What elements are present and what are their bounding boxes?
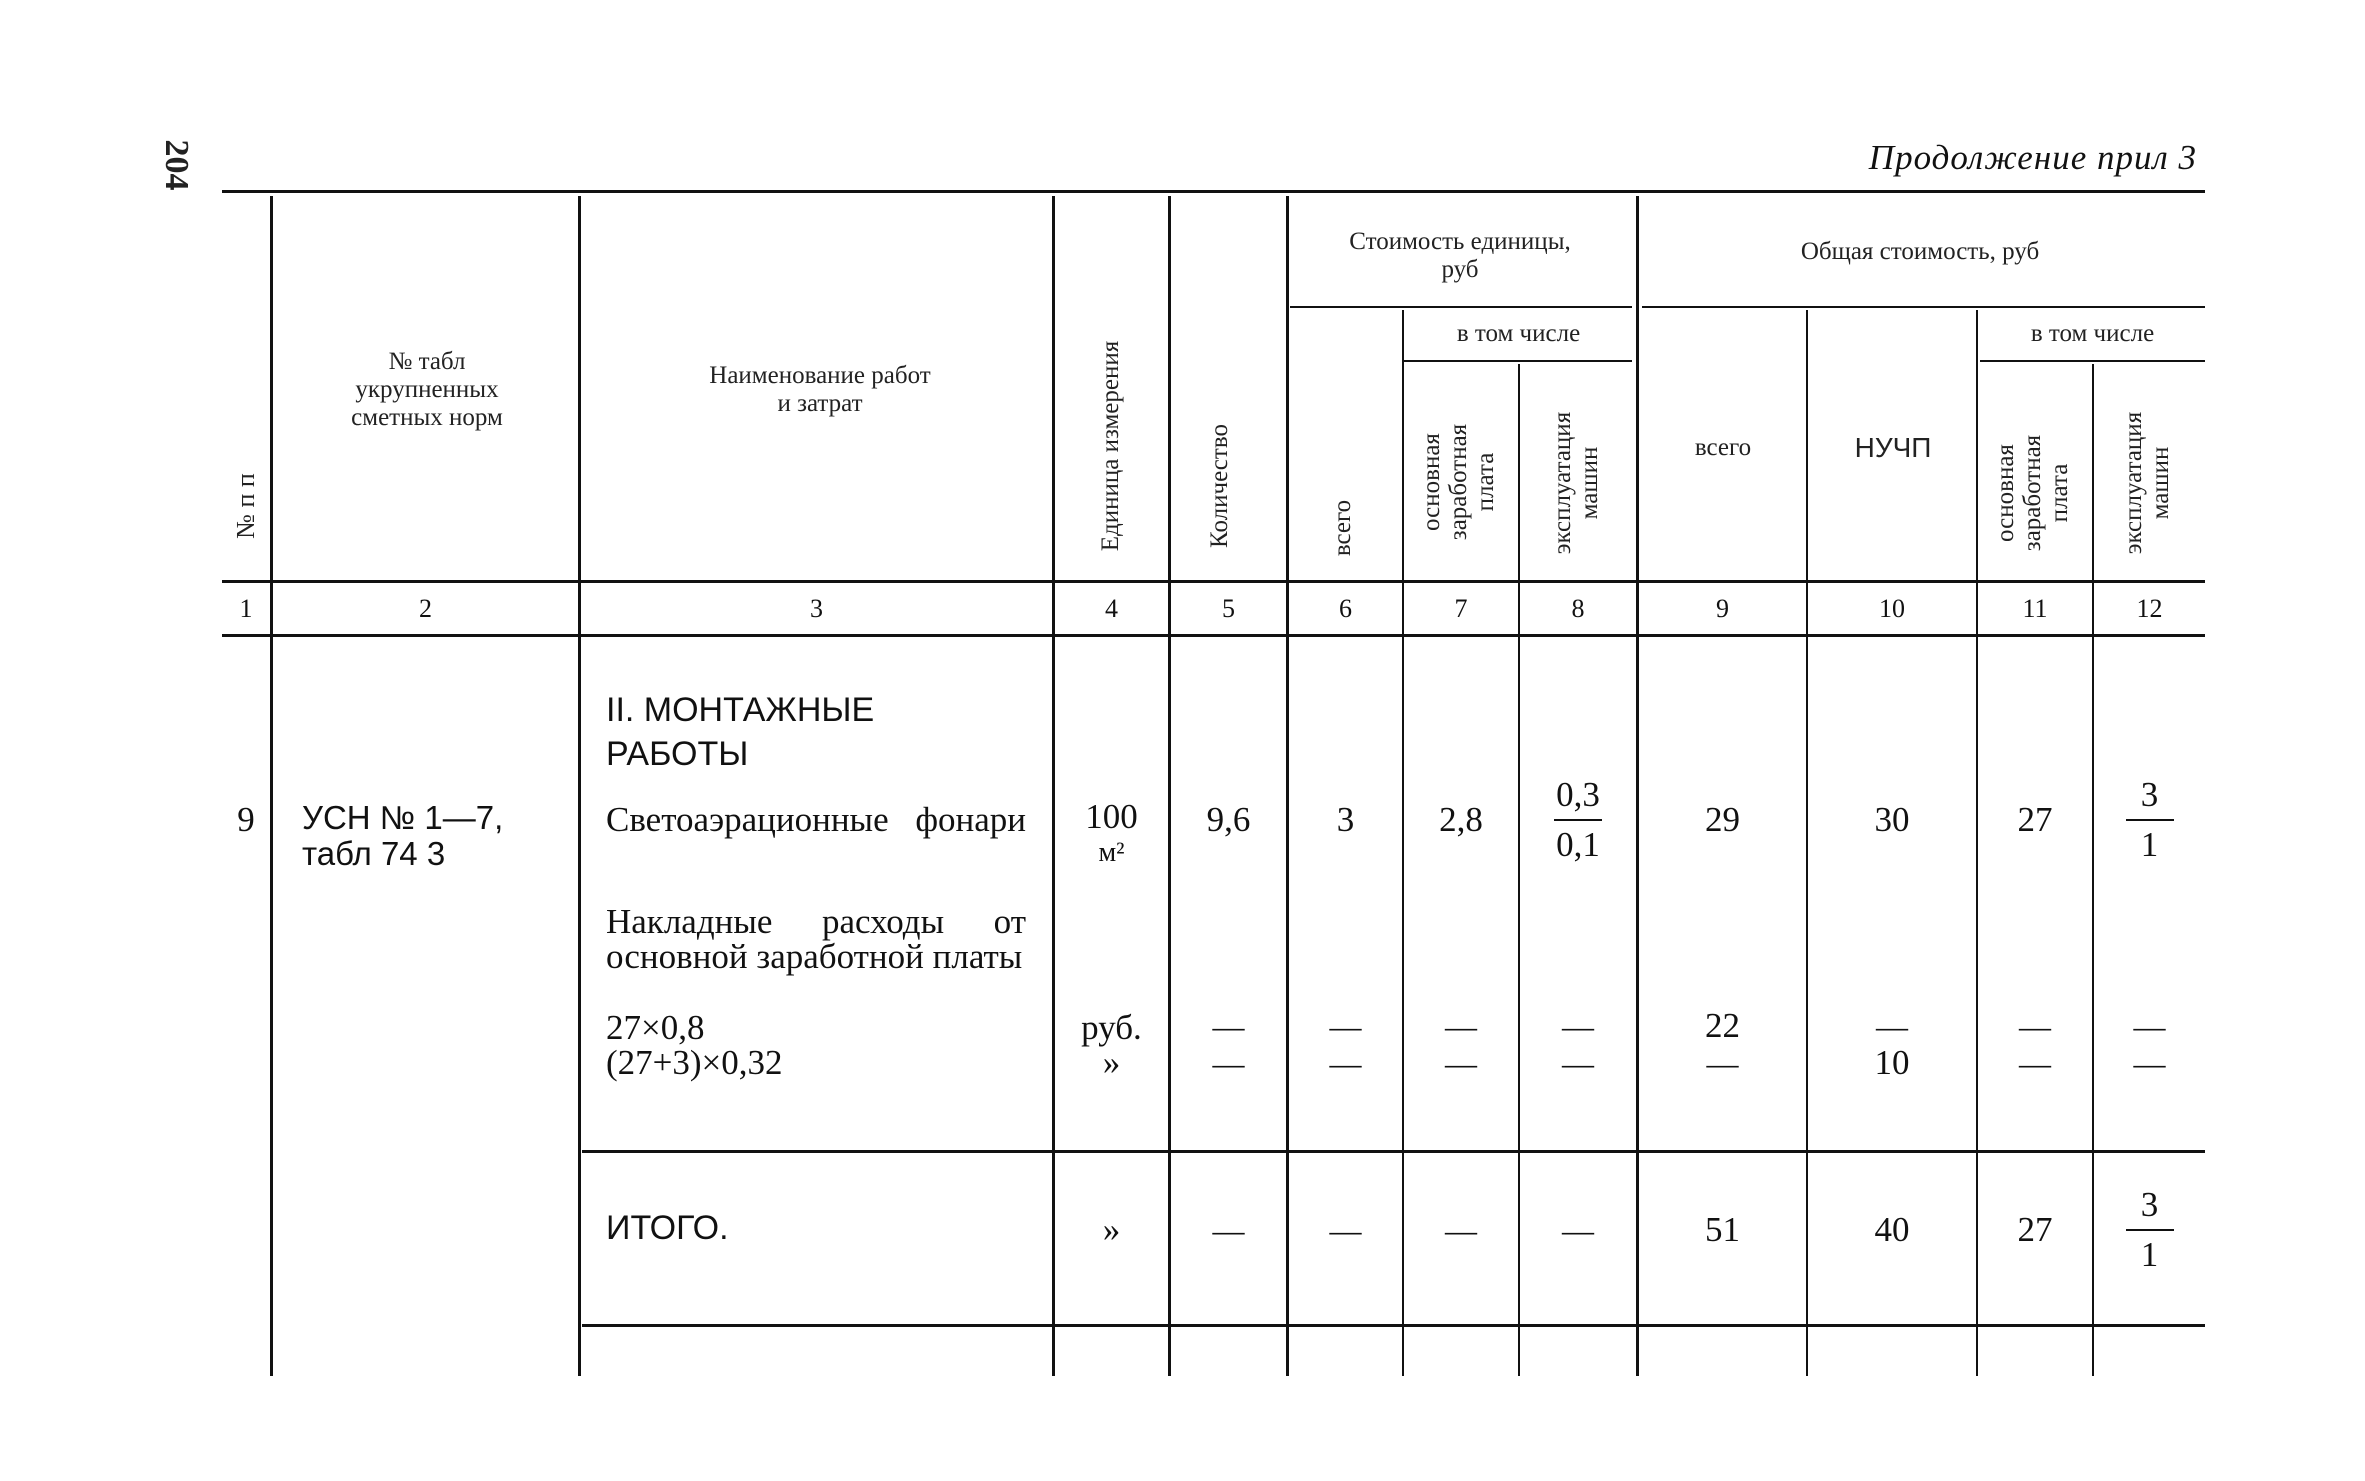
total-c11: 27 <box>2017 1210 2053 1249</box>
incl-rule-1 <box>1402 360 1632 362</box>
header-c6: всего <box>1329 499 1356 557</box>
total-c12 <box>2094 1180 2205 1280</box>
row9-c7: 2,8 <box>1439 800 1483 839</box>
row9-c6: 3 <box>1336 800 1355 839</box>
total-dash: — <box>1329 1212 1362 1248</box>
row9-c12-top: 3 <box>2140 775 2159 814</box>
overhead-dash: — <box>1876 1007 1908 1044</box>
continuation-note: Продолжение прил 3 <box>1868 138 2197 177</box>
overhead-dash: — <box>1562 1007 1594 1044</box>
colnum-bottom-rule <box>222 634 2205 637</box>
colnum-12: 12 <box>2136 594 2163 623</box>
overhead-formula-2: (27+3)×0,32 <box>606 1043 783 1082</box>
col-sep-8 <box>1636 196 1639 1376</box>
row9-c10: 30 <box>1874 800 1910 839</box>
header-c9: всего <box>1694 434 1752 461</box>
overhead-dash: — <box>2019 1007 2051 1044</box>
header-incl-1: в том числе <box>1456 320 1581 347</box>
total-dash: — <box>1445 1212 1477 1248</box>
header-c10: НУЧП <box>1854 432 1932 463</box>
overhead-formula-1: 27×0,8 <box>606 1008 705 1047</box>
colnum-5: 5 <box>1222 594 1235 623</box>
overhead-c10-line2: 10 <box>1874 1042 1910 1082</box>
col-sep-4 <box>1168 196 1171 1376</box>
row9-norm: УСН № 1—7, табл 74 3 <box>302 799 504 872</box>
colnum-1: 1 <box>239 594 253 623</box>
row9-num: 9 <box>237 800 255 839</box>
overhead-name: Накладные расходы от основной заработной платы <box>606 902 1026 976</box>
row9-c8-top: 0,3 <box>1556 775 1600 814</box>
overhead-dash: — <box>1562 1044 1594 1081</box>
page-number: 204 <box>158 139 195 191</box>
overhead-dash: — <box>1329 1007 1362 1044</box>
overhead-dash: — <box>1445 1044 1477 1081</box>
row9-c12 <box>2094 770 2205 870</box>
total-c12-bottom: 1 <box>2140 1235 2159 1274</box>
overhead-dash: — <box>1212 1044 1245 1081</box>
col-sep-1 <box>270 196 273 1376</box>
header-incl-2: в том числе <box>2030 320 2155 347</box>
unit-cost-rule <box>1290 306 1632 308</box>
colnum-4: 4 <box>1105 594 1118 623</box>
total-label: ИТОГО. <box>606 1209 729 1247</box>
header-c8: эксплуатация машин <box>1549 411 1603 555</box>
total-dash: — <box>1562 1212 1594 1248</box>
row9-unit-value: 100 <box>1085 797 1138 836</box>
colnum-8: 8 <box>1571 594 1585 623</box>
row9-name: Светоаэрационные фонари <box>606 800 1026 839</box>
table-top-rule <box>222 190 2205 193</box>
total-bottom-rule <box>582 1324 2205 1327</box>
row9-c11: 27 <box>2017 800 2053 839</box>
row9-c8-bottom: 0,1 <box>1556 825 1600 864</box>
overhead-unit-1: руб. <box>1081 1007 1142 1047</box>
overhead-dash: — <box>2133 1007 2166 1044</box>
colnum-3: 3 <box>810 594 823 623</box>
total-c10: 40 <box>1874 1210 1910 1249</box>
row9-unit <box>1055 795 1168 875</box>
row9-c12-bottom: 1 <box>2140 825 2159 864</box>
overhead-dash: — <box>1445 1007 1477 1044</box>
header-bottom-rule <box>222 580 2205 583</box>
rows-bottom-rule <box>582 1150 2205 1153</box>
overhead-dash: — <box>1706 1044 1739 1081</box>
col-sep-2 <box>578 196 581 1376</box>
overhead-dash: — <box>1212 1007 1245 1044</box>
row9-c9: 29 <box>1705 800 1740 839</box>
overhead-unit-2: » <box>1102 1042 1121 1082</box>
colnum-9: 9 <box>1716 594 1729 623</box>
section-title: II. МОНТАЖНЫЕ РАБОТЫ <box>606 691 875 773</box>
header-c5: Количество <box>1206 424 1233 548</box>
fraction-bar <box>1554 819 1602 821</box>
header-c4: Единица измерения <box>1097 340 1124 552</box>
fraction-bar <box>2126 819 2174 821</box>
colnum-6: 6 <box>1339 594 1352 623</box>
col-sep-5 <box>1286 196 1289 1376</box>
header-c1: № п п <box>231 473 260 539</box>
row9-c8 <box>1520 770 1636 870</box>
header-total-cost: Общая стоимость, руб <box>1800 238 2040 265</box>
colnum-2: 2 <box>419 594 432 623</box>
header-c3: Наименование работ и затрат <box>709 362 931 417</box>
col-sep-3 <box>1052 196 1055 1376</box>
total-unit: » <box>1102 1210 1121 1249</box>
overhead-c9-line1: 22 <box>1705 1005 1740 1045</box>
colnum-7: 7 <box>1454 594 1468 623</box>
row9-qty: 9,6 <box>1206 800 1251 839</box>
total-cost-rule <box>1642 306 2205 308</box>
total-dash: — <box>1212 1212 1245 1248</box>
colnum-11: 11 <box>2022 594 2048 623</box>
overhead-dash: — <box>2019 1044 2051 1081</box>
header-c12: эксплуатация машин <box>2120 411 2174 555</box>
header-c11: основная заработная плата <box>1992 434 2073 552</box>
header-unit-cost: Стоимость единицы, руб <box>1349 228 1571 283</box>
fraction-bar <box>2126 1229 2174 1231</box>
header-c2: № табл укрупненных сметных норм <box>351 348 503 431</box>
overhead-dash: — <box>1329 1044 1362 1081</box>
incl-rule-2 <box>1980 360 2205 362</box>
colnum-10: 10 <box>1879 594 1905 623</box>
total-c9: 51 <box>1705 1210 1740 1249</box>
header-c7: основная заработная плата <box>1418 423 1499 541</box>
row9-unit-label: м² <box>1098 837 1125 868</box>
total-c12-top: 3 <box>2140 1185 2159 1224</box>
overhead-dash: — <box>2133 1044 2166 1081</box>
